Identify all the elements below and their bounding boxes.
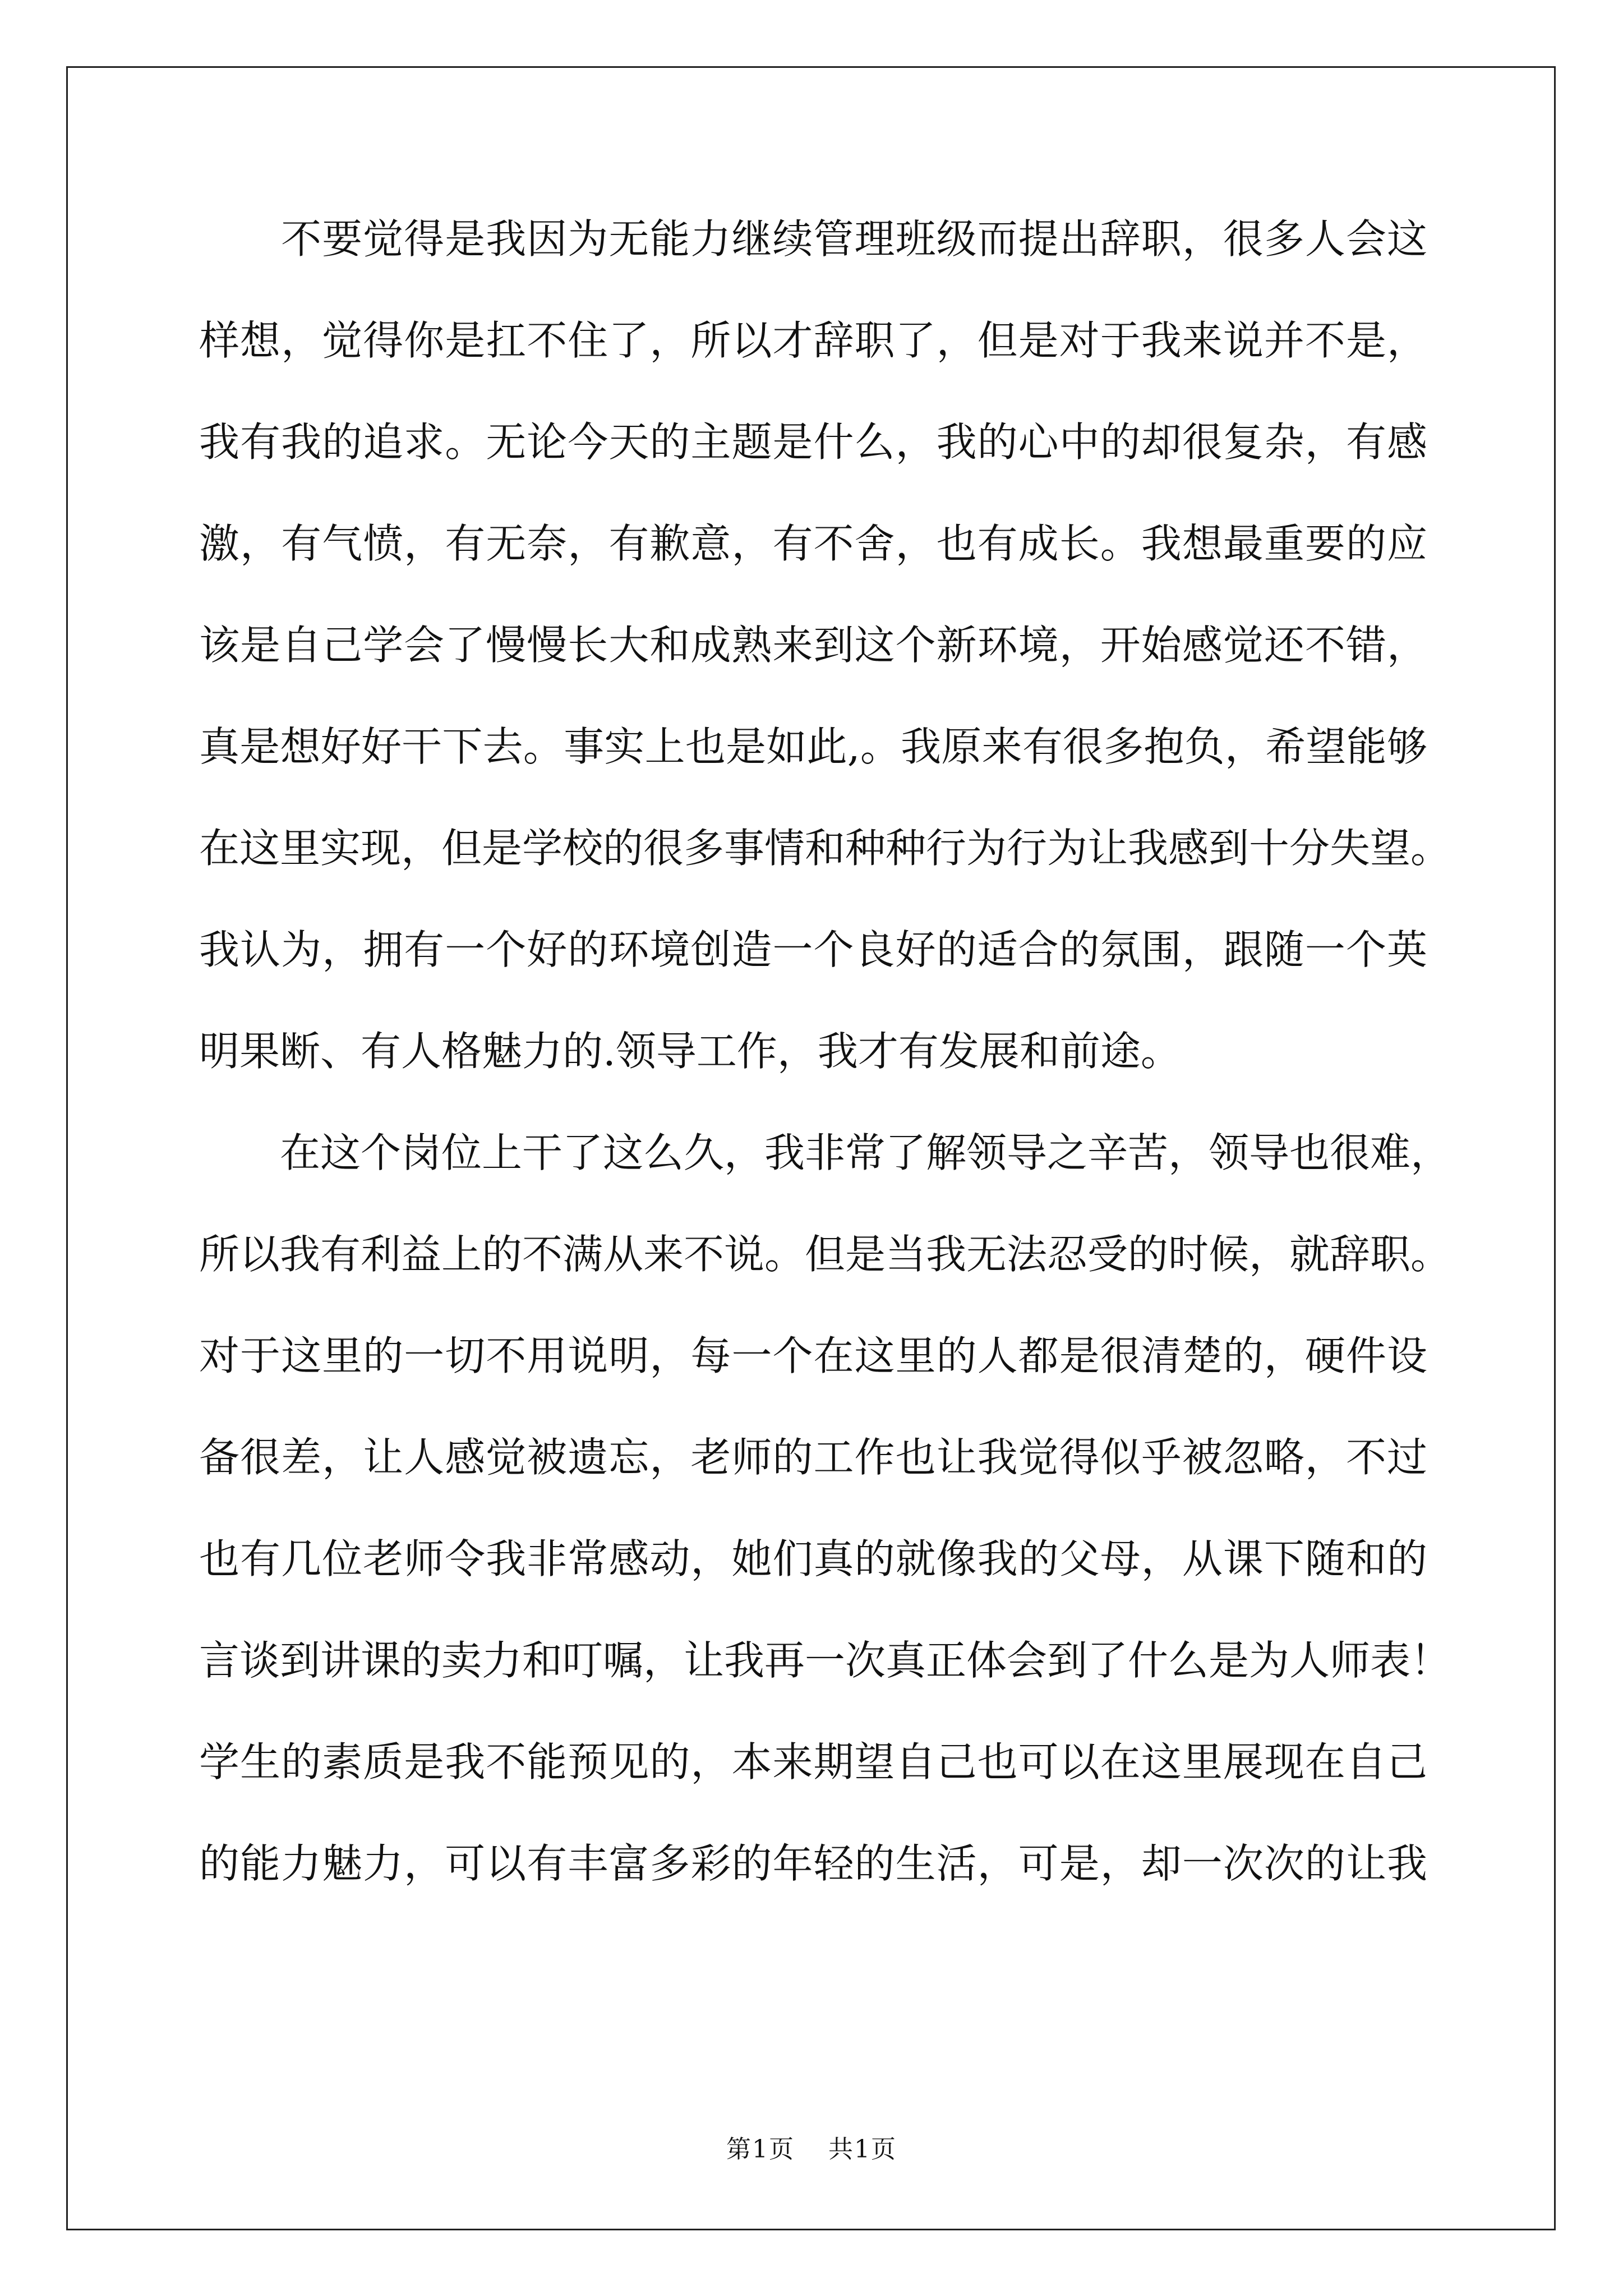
text-line: 不要觉得是我因为无能力继续管理班级而提出辞职，很多人会这 — [199, 215, 1427, 263]
text-line: 备很差，让人感觉被遗忘，老师的工作也让我觉得似乎被忽略，不过 — [199, 1434, 1427, 1481]
text-line: 的能力魅力，可以有丰富多彩的年轻的生活，可是，却一次次的让我 — [199, 1840, 1427, 1887]
text-line: 言谈到讲课的卖力和叮嘱，让我再一次真正体会到了什么是为人师表！ — [199, 1637, 1451, 1684]
text-line: 真是想好好干下去。事实上也是如此,。我原来有很多抱负，希望能够 — [199, 723, 1427, 770]
text-line: 也有几位老师令我非常感动，她们真的就像我的父母，从课下随和的 — [199, 1535, 1427, 1582]
text-line: 在这个岗位上干了这么久，我非常了解领导之辛苦，领导也很难， — [199, 1129, 1451, 1176]
document-body — [199, 215, 1451, 1945]
text-line: 该是自己学会了慢慢长大和成熟来到这个新环境，开始感觉还不错， — [199, 622, 1427, 669]
text-line: 我认为，拥有一个好的环境创造一个良好的适合的氛围，跟随一个英 — [199, 926, 1427, 973]
page-number-total: 共1页 — [828, 2135, 897, 2164]
text-line: 学生的素质是我不能预见的，本来期望自己也可以在这里展现在自己 — [199, 1738, 1427, 1786]
text-line: 明果断、有人格魅力的.领导工作，我才有发展和前途。 — [199, 1028, 1181, 1075]
page-footer — [0, 2137, 1623, 2162]
text-line: 我有我的追求。无论今天的主题是什么，我的心中的却很复杂，有感 — [199, 418, 1427, 466]
page-number-current: 第1页 — [726, 2135, 795, 2164]
text-line: 在这里实现，但是学校的很多事情和种种行为行为让我感到十分失望。 — [199, 825, 1451, 872]
text-line: 样想，觉得你是扛不住了，所以才辞职了，但是对于我来说并不是， — [199, 317, 1427, 364]
text-line: 所以我有利益上的不满从来不说。但是当我无法忍受的时候，就辞职。 — [199, 1231, 1451, 1278]
text-line: 激，有气愤，有无奈，有歉意，有不舍，也有成长。我想最重要的应 — [199, 520, 1427, 567]
text-line: 对于这里的一切不用说明，每一个在这里的人都是很清楚的，硬件设 — [199, 1332, 1427, 1379]
